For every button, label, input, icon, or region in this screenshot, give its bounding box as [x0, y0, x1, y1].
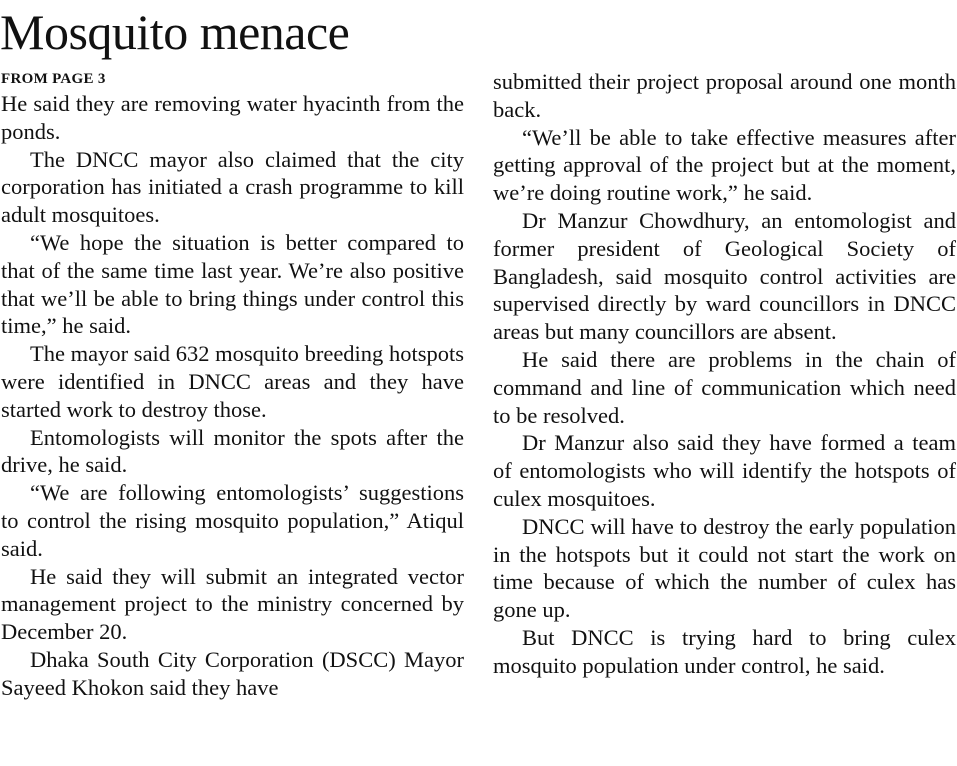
continued-from-label: FROM PAGE 3 [1, 71, 106, 87]
article-column-right [493, 68, 956, 680]
paragraph: He said they will submit an integrated vector management project to the ministry concerned by December 20. [1, 563, 464, 645]
paragraph: Dhaka South City Corporation (DSCC) Mayor Sayeed Khokon said they have [1, 646, 464, 700]
paragraph: He said there are problems in the chain of command and line of communication which need to be resolved. [493, 346, 956, 428]
paragraph: submitted their project proposal around one month back. [493, 69, 956, 122]
paragraph: Dr Manzur Chowdhury, an entomologist and former president of Geological Society of Bangladesh, said mosquito control activities are supervised directly by ward councillors in DNCC areas but many councillors are absent. [493, 207, 956, 345]
paragraph: The DNCC mayor also claimed that the city corporation has initiated a crash programme to kill adult mosquitoes. [1, 146, 464, 228]
paragraph: Dr Manzur also said they have formed a team of entomologists who will identify the hotspots of culex mosquitoes. [493, 430, 956, 511]
paragraph: “We hope the situation is better compared to that of the same time last year. We’re also positive that we’ll be able to bring things under control this time,” he said. [1, 229, 464, 339]
paragraph: DNCC will have to destroy the early population in the hotspots but it could not start the work on time because of which the number of culex has gone up. [493, 513, 956, 623]
paragraph: But DNCC is trying hard to bring culex mosquito population under control, he said. [493, 624, 956, 678]
paragraph: He said they are removing water hyacinth from the ponds. [1, 91, 464, 144]
paragraph: “We are following entomologists’ suggestions to control the rising mosquito population,” Atiqul said. [1, 480, 464, 561]
paragraph: “We’ll be able to take effective measures after getting approval of the project but at the moment, we’re doing routine work,” he said. [493, 124, 956, 206]
article-column-left [1, 68, 464, 702]
paragraph: Entomologists will monitor the spots after the drive, he said. [1, 424, 464, 478]
headline: Mosquito menace [0, 4, 350, 60]
paragraph: The mayor said 632 mosquito breeding hotspots were identified in DNCC areas and they have started work to destroy those. [1, 341, 464, 422]
